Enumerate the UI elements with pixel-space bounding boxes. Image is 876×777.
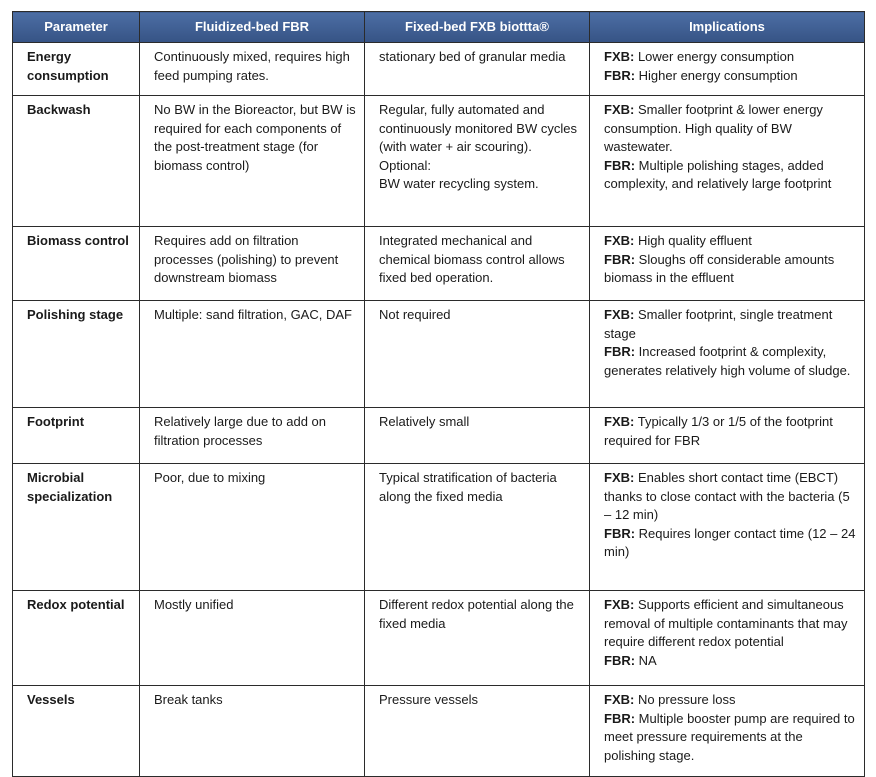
- implication-line: [604, 710, 856, 766]
- implication-text: Increased footprint & complexity, generates relatively high volume of sludge.: [604, 344, 851, 378]
- table-row: [13, 464, 865, 591]
- parameter-cell: Polishing stage: [13, 301, 140, 408]
- implication-label: FBR:: [604, 157, 636, 173]
- cell-text: Optional:: [379, 157, 432, 173]
- cell-text: Pressure vessels: [379, 692, 478, 707]
- header-parameter: Parameter: [13, 12, 140, 43]
- table-header: [13, 12, 865, 43]
- fluidized-bed-cell: [140, 464, 365, 591]
- implication-text: Smaller footprint, single treatment stage: [604, 307, 833, 341]
- table-row: [13, 686, 865, 777]
- cell-text: Break tanks: [154, 692, 223, 707]
- header-implications: Implications: [590, 12, 865, 43]
- cell-text: Poor, due to mixing: [154, 470, 266, 485]
- implication-label: FXB:: [604, 470, 635, 485]
- table-row: [13, 301, 865, 408]
- fluidized-bed-cell: [140, 43, 365, 96]
- implication-line: [604, 525, 856, 562]
- cell-text: Requires add on filtration processes (polishing) to prevent downstream biomass: [154, 233, 339, 286]
- cell-text: stationary bed of granular media: [379, 49, 566, 64]
- implication-label: FXB:: [604, 49, 635, 64]
- implication-text: Smaller footprint & lower energy consumption. High quality of BW wastewater.: [604, 102, 823, 155]
- implication-text: Sloughs off considerable amounts biomass in the effluent: [604, 251, 835, 286]
- table-row: [13, 43, 865, 96]
- parameter-cell: Footprint: [13, 408, 140, 464]
- fixed-bed-cell: [365, 227, 590, 301]
- implication-label: FXB:: [604, 102, 635, 117]
- cell-text: BW water recycling system.: [379, 176, 539, 192]
- implication-line: [604, 306, 856, 343]
- implication-line: [604, 101, 856, 157]
- parameter-cell: Backwash: [13, 96, 140, 227]
- implications-cell: [590, 591, 865, 686]
- implications-cell: [590, 464, 865, 591]
- implication-line: [604, 157, 856, 194]
- implication-line: [604, 469, 856, 525]
- implication-label: FBR:: [604, 652, 636, 668]
- fixed-bed-cell: [365, 686, 590, 777]
- implication-line: [604, 691, 856, 710]
- cell-text: Continuously mixed, requires high feed pumping rates.: [154, 49, 350, 83]
- fixed-bed-cell: [365, 301, 590, 408]
- implications-cell: [590, 686, 865, 777]
- cell-text: Multiple: sand filtration, GAC, DAF: [154, 307, 352, 322]
- implication-label: FBR:: [604, 344, 636, 360]
- header-fixed-bed: Fixed-bed FXB biottta®: [365, 12, 590, 43]
- cell-text: No BW in the Bioreactor, but BW is required for each components of the post-treatment stage (for biomass control): [154, 102, 356, 173]
- fixed-bed-cell: [365, 464, 590, 591]
- fluidized-bed-cell: [140, 301, 365, 408]
- implication-line: [604, 232, 856, 251]
- table-row: [13, 408, 865, 464]
- implication-label: FXB:: [604, 307, 635, 322]
- implication-label: FBR:: [604, 251, 636, 267]
- parameter-cell: Redox potential: [13, 591, 140, 686]
- implication-line: [604, 251, 856, 288]
- cell-text: Regular, fully automated and continuously monitored BW cycles (with water + air scouring).: [379, 102, 577, 155]
- header-row: [13, 12, 865, 43]
- implication-text: Multiple booster pump are required to meet pressure requirements at the polishing stage.: [604, 710, 855, 763]
- implication-text: High quality effluent: [634, 233, 752, 248]
- fixed-bed-cell: [365, 408, 590, 464]
- cell-text: Mostly unified: [154, 597, 234, 612]
- implication-line: [604, 596, 856, 652]
- implication-text: Enables short contact time (EBCT) thanks to close contact with the bacteria (5 – 12 min): [604, 470, 850, 523]
- implication-line: [604, 343, 856, 380]
- implication-line: [604, 48, 856, 67]
- implications-cell: [590, 96, 865, 227]
- comparison-table: [12, 11, 865, 777]
- parameter-cell: Energy consumption: [13, 43, 140, 96]
- implication-text: Lower energy consumption: [634, 49, 795, 64]
- parameter-cell: Microbial specialization: [13, 464, 140, 591]
- cell-text: Relatively large due to add on filtration processes: [154, 414, 327, 448]
- fluidized-bed-cell: [140, 591, 365, 686]
- fixed-bed-cell: [365, 591, 590, 686]
- implication-label: FBR:: [604, 710, 636, 726]
- table-row: [13, 591, 865, 686]
- implication-text: Higher energy consumption: [635, 67, 798, 83]
- implication-line: [604, 652, 856, 671]
- fluidized-bed-cell: [140, 686, 365, 777]
- implication-text: Multiple polishing stages, added complexity, and relatively large footprint: [604, 157, 832, 192]
- table-row: [13, 227, 865, 301]
- implication-label: FBR:: [604, 67, 636, 83]
- implication-text: Requires longer contact time (12 – 24 min): [604, 525, 856, 560]
- parameter-cell: Biomass control: [13, 227, 140, 301]
- cell-text: Typical stratification of bacteria along the fixed media: [379, 470, 557, 504]
- implication-label: FBR:: [604, 525, 636, 541]
- table-body: [13, 43, 865, 777]
- fluidized-bed-cell: [140, 408, 365, 464]
- parameter-cell: Vessels: [13, 686, 140, 777]
- implications-cell: [590, 227, 865, 301]
- implication-line: [604, 67, 856, 86]
- implication-text: No pressure loss: [634, 692, 736, 707]
- cell-text: Not required: [379, 307, 451, 322]
- implication-label: FXB:: [604, 597, 635, 612]
- fluidized-bed-cell: [140, 227, 365, 301]
- implication-label: FXB:: [604, 414, 635, 429]
- implication-label: FXB:: [604, 233, 635, 248]
- table-row: [13, 96, 865, 227]
- implication-line: [604, 413, 856, 450]
- fluidized-bed-cell: [140, 96, 365, 227]
- implication-text: Supports efficient and simultaneous removal of multiple contaminants that may require different redox potential: [604, 597, 848, 650]
- implication-text: Typically 1/3 or 1/5 of the footprint required for FBR: [604, 414, 833, 448]
- cell-text: Integrated mechanical and chemical biomass control allows fixed bed operation.: [379, 233, 565, 286]
- header-fluidized-bed: Fluidized-bed FBR: [140, 12, 365, 43]
- implications-cell: [590, 301, 865, 408]
- fixed-bed-cell: [365, 43, 590, 96]
- cell-text: Relatively small: [379, 414, 470, 429]
- fixed-bed-cell: [365, 96, 590, 227]
- implications-cell: [590, 408, 865, 464]
- implication-text: NA: [635, 652, 657, 668]
- implications-cell: [590, 43, 865, 96]
- implication-label: FXB:: [604, 692, 635, 707]
- cell-text: Different redox potential along the fixed media: [379, 597, 574, 631]
